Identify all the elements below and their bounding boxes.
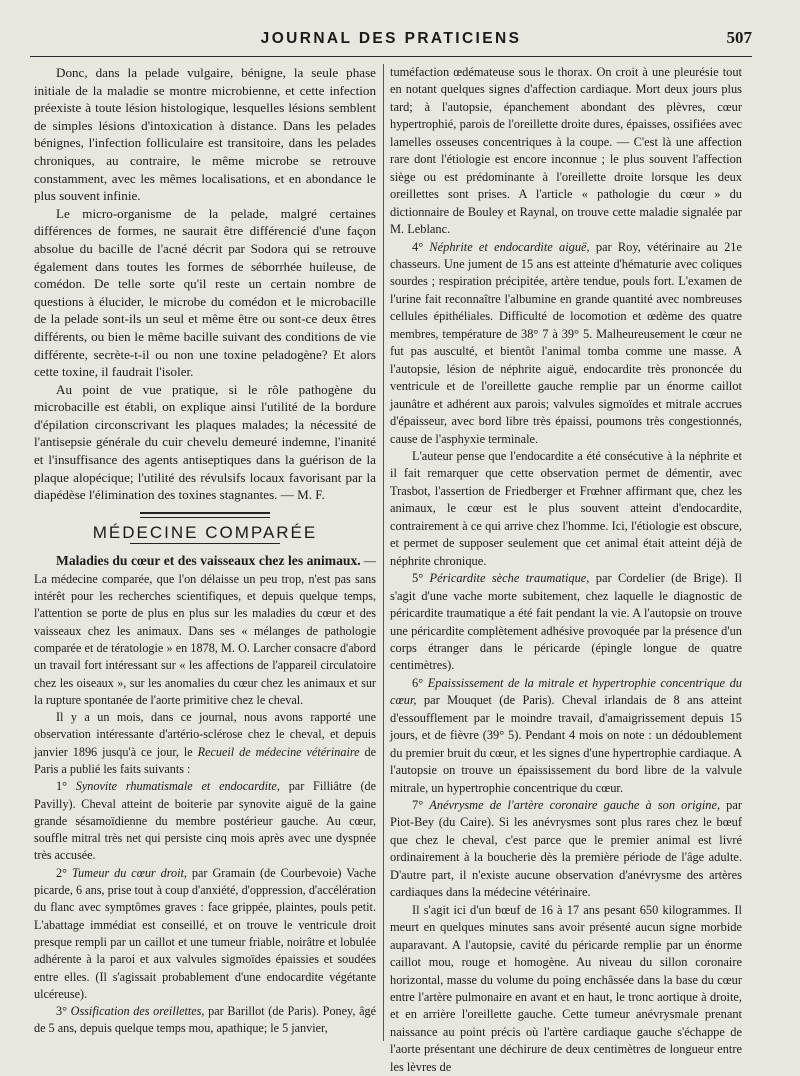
paragraph-text: — La médecine comparée, que l'on délaisse un peu trop, n'est pas sans intérêt pour les recherches scientifiques, et depuis quelque temps, l'attention se porte de plus en plus sur les maladies du cœur et des vaisseaux chez les animaux. Dans ses « mélanges de pathologie comparée et de tératologie » en 1878, M. O. Larcher consacre d'abord un travail fort intéressant sur « les affections de l'appareil circulatoire chez les oiseaux », sur les anomalies du cœur chez les animaux et sur la rupture spontanée de l'aorte primitive chez le cheval. (34, 554, 376, 707)
case-item: 4° Néphrite et endocardite aiguë, par Roy, vétérinaire au 21e chasseurs. Une jument de 15 ans est atteinte d'hématurie avec coliques sourdes ; respiration précipitée, artère tendue, pouls fort. L'examen de l'urine fait reconnaître l'albumine en grande quantité avec nombreuses cellules épithéliales. Difficulté de locomotion et œdème des quatre membres, température de 38° 7 à 39° 5. Malheureusement le cœur ne fut pas ausculté, et bientôt l'animal tomba comme une masse. A l'autopsie, lésion de néphrite aiguë, endocardite très prononcée du ventricule et de l'oreillette gauche remplie par un énorme caillot jaunâtre et adhérent aux parois; valvules sigmoïdes et mitrale accrues d'épaisseur, avec bord libre très épaissi, poumons très congestionnés, cause de l'asphyxie terminale. (390, 239, 742, 446)
paragraph: Le micro-organisme de la pelade, malgré certaines différences de formes, ne saurait être différencié d'une façon absolue du bacille de l'acné décrit par Sodora qui se retrouve également dans toutes les formes de séborrhée huileuse, de comédon. De telle sorte qu'il reste un certain nombre de questions à élucider, le microbe du comédon et le microbacille de la pelade sont-ils un seul et même être ou sont-ce deux êtres différents, ou bien le même bacille suivant des conditions de vie différente, secrète-t-il ou non une toxine peladogène? Et alors cette toxine, il faudrait l'isoler. (34, 205, 376, 380)
case-item: 2° Tumeur du cœur droit, par Gramain (de Courbevoie) Vache picarde, 6 ans, prise tout à coup d'anxiété, d'oppression, d'accélération du flanc avec symptômes graves : face grippée, plaintes, pouls petit. L'abattage immédiat est conseillé, et on trouve le ventricule droit presque rempli par un caillot et une tumeur friable, noirâtre et lobulée adhérente à la paroi et aux valvules sigmoïdes épaissies et soudées entre elles. (Il s'agissait probablement d'une endocardite végétante ulcéreuse). (34, 865, 377, 1001)
right-column (390, 64, 743, 1074)
section-rule (140, 512, 270, 518)
page-header (30, 22, 752, 57)
case-title: Ossification des oreillettes, (70, 1004, 205, 1019)
case-title: Péricardite sèche traumatique, (429, 571, 590, 586)
case-item: 1° Synovite rhumatismale et endocardite, par Filliâtre (de Pavilly). Cheval atteint de boiterie par synovite aiguë de la gaine grande sésamoïdienne du membre postérieur gauche. Au cœur, souffle mitral très net qui persiste cinq mois après avec une dyspnée très accusée. (34, 779, 377, 863)
paragraph: Il y a un mois, dans ce journal, nous avons rapporté une observation intéressante d'artério-sclérose chez le cheval, et depuis janvier 1896 jusqu'à ce jour, le Recueil de médecine vétérinaire de Paris a publié les faits suivants : (34, 710, 376, 776)
case-title: Anévrysme de l'artère coronaire gauche à son origine, (429, 798, 721, 813)
journal-reference: Recueil de médecine vétérinaire (197, 744, 360, 759)
case-title: Néphrite et endocardite aiguë, (429, 239, 590, 254)
paragraph: tuméfaction œdémateuse sous le thorax. On croit à une pleurésie tout en notant quelques signes d'affection cardiaque. Mort deux jours plus tard; à l'autopsie, épanchement abondant des plèvres, cœur hypertrophié, parois de l'oreillette droite dures, épaisses, ossifiées avec lamelles osseuses concentriques à la coupe. — C'est là une affection rare dont l'étiologie est encore inconnue ; le plus souvent l'affection siège ou est prédominante à l'oreillette droite lorsque les deux oreillettes sont prises. A l'article « pathologie du cœur » du dictionnaire de Bouley et Raynal, on trouve cette maladie signalée par M. Leblanc. (390, 65, 742, 237)
article-heading: Maladies du cœur et des vaisseaux chez les animaux. (56, 553, 361, 569)
case-item: 6° Epaississement de la mitrale et hypertrophie concentrique du cœur, par Mouquet (de Paris). Cheval irlandais de 8 ans atteint d'essoufflement par le moindre travail, d'amaigrissement depuis 15 jours, et de fièvre (39° 5). Pendant 4 mois on note : un dédoublement du premier bruit du cœur, et les signes d'une hypertrophie cardiaque. A l'autopsie on trouve un épaississement du bord libre de la valvule mitrale, un hypertrophie concentrique du cœur. (390, 675, 743, 795)
case-item: 3° Ossification des oreillettes, par Barillot (de Paris). Poney, âgé de 5 ans, depuis quelque temps mou, apathique; le 5 janvier, (34, 1004, 376, 1036)
paragraph: Donc, dans la pelade vulgaire, bénigne, la seule phase initiale de la maladie se montre microbienne, et cette infection préexiste à toute lésion histologique, lesquelles lésions semblent de simples lésions d'intoxication à distance. Dans les pelades bénignes, l'infection folliculaire est transitoire, dans les pelades chroniques, au contraire, le même microbe se retrouve constamment, avec les mêmes localisations, et en abondance le plus souvent infinie. (34, 65, 376, 204)
case-title: Epaississement de la mitrale et hypertrophie concentrique du cœur, (390, 675, 743, 708)
case-title: Tumeur du cœur droit, (71, 865, 187, 880)
case-item: 7° Anévrysme de l'artère coronaire gauche à son origine, par Piot-Bey (du Caire). Si les anévrysmes sont plus rares chez le bœuf que chez le cheval, c'est parce que le premier animal est livré ordinairement à la boucherie dès la première période de l'âge adulte. D'autre part, il n'existe aucune observation d'anévrysme des artères cardiaques dans la médecine vétérinaire. (390, 798, 742, 900)
column-divider (383, 64, 384, 1041)
case-item: 5° Péricardite sèche traumatique, par Cordelier (de Brige). Il s'agit d'une vache morte subitement, chez laquelle le diagnostic de péricardite traumatique a été fait pendant la vie. A l'autopsie on trouve une péricardite complètement adhésive provoquée par la présence d'un corps étranger dans le péricarde (épingle longue de quatre centimètres). (390, 571, 742, 673)
section-divider (130, 543, 280, 544)
paragraph: L'auteur pense que l'endocardite a été consécutive à la néphrite et il fait remarquer que cette observation permet de démentir, avec Trasbot, l'assertion de Friedberger et Frœhner affirmant que, chez les animaux, le cœur est le plus souvent atteint d'endocardite, contrairement à ce qui arrive chez l'homme. Ici, l'étiologie est obscure, et permet de supposer seulement que cet animal était atteint déjà de néphrite chronique. (390, 448, 742, 568)
section-title: MÉDECINE COMPARÉE (92, 522, 318, 542)
paragraph: Il s'agit ici d'un bœuf de 16 à 17 ans pesant 650 kilogrammes. Il meurt en quelques minutes sans avoir présenté aucun signe morbide auparavant. A l'autopsie, cavité du péricarde remplie par un énorme caillot mou, rouge et homogène. Au niveau du sillon coronaire horizontal, masse du volume du poing enchâssée dans la base du cœur entre l'artère pulmonaire en avant et en haut, le tronc aortique à droite, et en arrière l'oreillette gauche. Cette tumeur anévrysmale prenant naissance au point précis où l'artère cardiaque gauche s'échappe de l'aorte présentant une déchirure de deux centimètres de longueur entre les lèvres de (390, 902, 742, 1074)
left-column (34, 64, 376, 1043)
case-title: Synovite rhumatismale et endocardite, (75, 779, 280, 794)
article-intro (34, 552, 376, 709)
page-number: 507 (726, 28, 752, 47)
paragraph: Au point de vue pratique, si le rôle pathogène du microbacille est établi, on explique ainsi l'utilité de la bordure d'épilation circonscrivant les plaques malades; la nécessité de l'antisepsie générale du cuir chevelu demeuré indemne, l'inanité et l'insuffisance des agents antiseptiques dans la guérison de la plaque alopécique; l'utilité des révulsifs locaux favorisant par la diapédèse l'élimination des toxines stagnantes. — M. F. (34, 381, 376, 503)
journal-title: JOURNAL DES PRATICIENS (260, 30, 522, 47)
